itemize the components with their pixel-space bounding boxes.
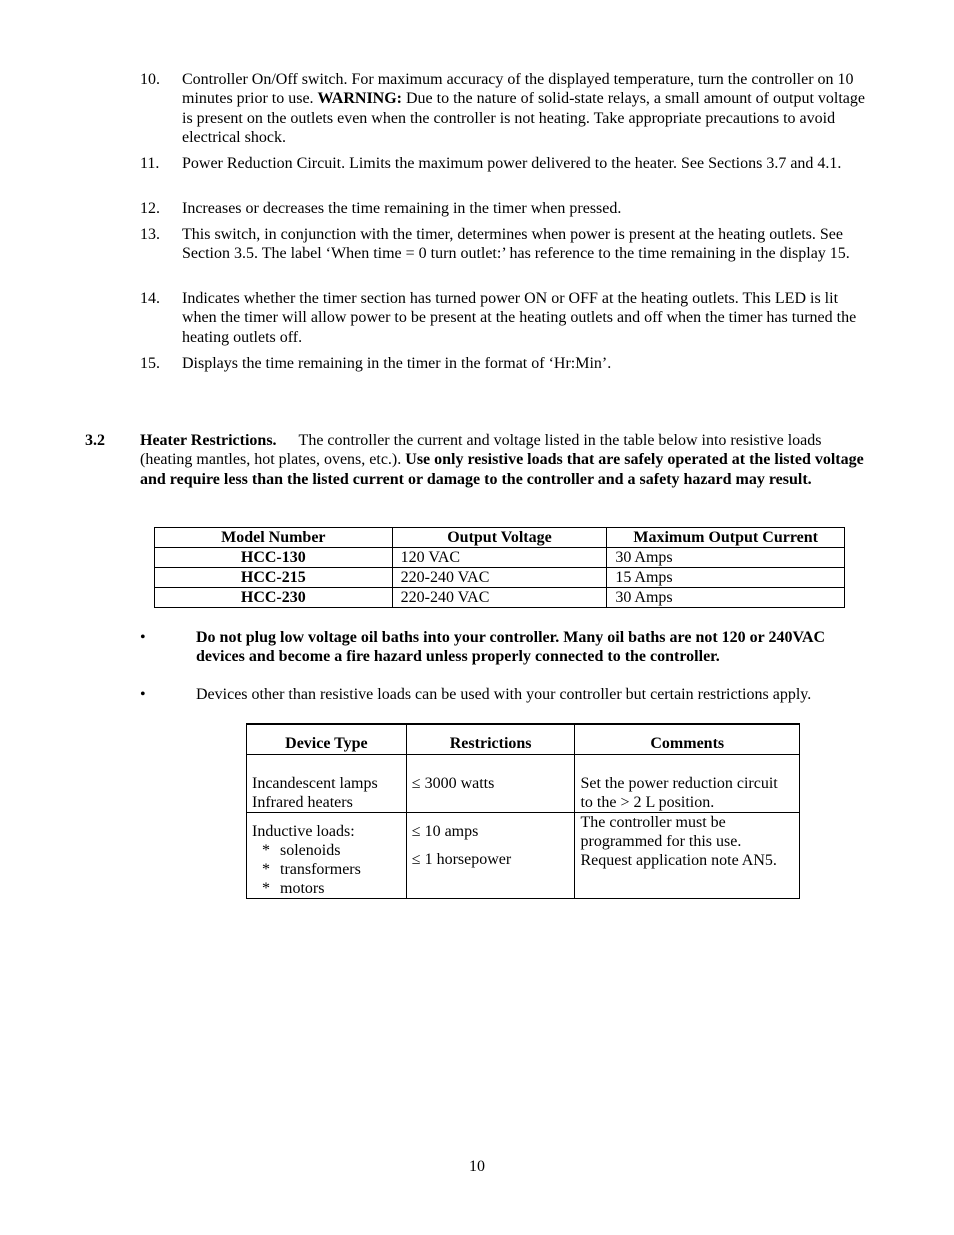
bullet-other-devices: Devices other than resistive loads can be used with your controller but certain restrictions apply.: [196, 686, 812, 703]
table-row: [247, 754, 800, 812]
list-number: 15.: [140, 355, 160, 372]
header-comments: Comments: [575, 724, 800, 754]
current-cell: 30 Amps: [607, 588, 845, 608]
device-cell: [247, 812, 407, 898]
model-cell: HCC-215: [155, 568, 393, 588]
list-number: 14.: [140, 290, 160, 307]
list-number: 10.: [140, 71, 160, 88]
list-text: Indicates whether the timer section has turned power ON or OFF at the heating outlets. This LED is lit when the timer will allow power to be present at the heating outlets and off when the timer has turned the heating outlets off.: [182, 290, 857, 346]
page-number: 10: [469, 1158, 485, 1175]
sub-item: [252, 860, 401, 879]
restriction-cell: [406, 754, 575, 812]
model-cell: HCC-230: [155, 588, 393, 608]
header-max-current: Maximum Output Current: [607, 528, 845, 548]
comment-line: Request application note AN5.: [580, 851, 777, 869]
comment-line: to the > 2 L position.: [580, 793, 715, 811]
list-text: Increases or decreases the time remaining in the timer when pressed.: [182, 200, 622, 217]
header-model-number: Model Number: [155, 528, 393, 548]
section-body: [140, 431, 875, 489]
comment-line: Set the power reduction circuit: [580, 774, 778, 792]
bullet-star: *: [262, 860, 270, 878]
voltage-cell: 120 VAC: [392, 548, 607, 568]
current-cell: 15 Amps: [607, 568, 845, 588]
restriction-cell: [406, 812, 575, 898]
table-header-row: [247, 724, 800, 754]
table-row: [247, 812, 800, 898]
device-table: [246, 723, 800, 899]
device-line: Infrared heaters: [252, 793, 353, 811]
table-row: [155, 568, 845, 588]
list-text-part: Due to the nature of solid-state relays, a small amount of output voltage is present on the outlets even when the controller is not heating. Take appropriate precautions to avoid electrical shock.: [182, 90, 865, 147]
bullet-symbol: •: [140, 629, 146, 646]
comment-cell: [575, 812, 800, 898]
list-text: Power Reduction Circuit. Limits the maximum power delivered to the heater. See Sections 3.7 and 4.1.: [182, 155, 842, 172]
bullet-star: *: [262, 841, 270, 859]
list-number: 13.: [140, 226, 160, 243]
table-row: [155, 588, 845, 608]
header-restrictions: Restrictions: [406, 724, 575, 754]
section-title: Heater Restrictions.: [140, 432, 277, 449]
bullet-oil-bath-warning: Do not plug low voltage oil baths into your controller. Many oil baths are not 120 or 240VAC devices and become a fire hazard unless properly connected to the controller.: [196, 629, 826, 666]
restriction-line: ≤ 1 horsepower: [411, 850, 512, 868]
table-row: [155, 548, 845, 568]
header-device-type: Device Type: [247, 724, 407, 754]
sub-item: [252, 841, 401, 860]
current-cell: 30 Amps: [607, 548, 845, 568]
comment-line: The controller must be: [580, 813, 726, 831]
device-line: Incandescent lamps: [252, 774, 378, 792]
voltage-cell: 220-240 VAC: [392, 568, 607, 588]
section-intro: The controller the current and voltage listed in the table below into resistive loads (heating mantles, hot plates, ovens, etc.).: [140, 432, 822, 469]
sub-item-label: transformers: [280, 860, 361, 878]
bullet-star: *: [262, 879, 270, 897]
warning-label: WARNING:: [317, 90, 402, 108]
list-text: Displays the time remaining in the timer in the format of ‘Hr:Min’.: [182, 355, 612, 372]
list-number: 12.: [140, 200, 160, 217]
section-number: 3.2: [85, 432, 105, 449]
table-header-row: [155, 528, 845, 548]
section-warning: Use only resistive loads that are safely operated at the listed voltage and require less than the listed current or damage to the controller and a safety hazard may result.: [140, 451, 864, 488]
restriction-line: ≤ 3000 watts: [411, 774, 495, 792]
sub-item-label: solenoids: [280, 841, 341, 859]
sub-item: [252, 879, 401, 898]
model-cell: HCC-130: [155, 548, 393, 568]
device-line: Inductive loads:: [252, 822, 355, 840]
bullet-symbol: •: [140, 686, 146, 703]
list-text: [182, 70, 872, 148]
comment-line: programmed for this use.: [580, 832, 742, 850]
device-cell: [247, 754, 407, 812]
sub-item-label: motors: [280, 879, 325, 897]
model-table: [154, 527, 845, 608]
header-output-voltage: Output Voltage: [392, 528, 607, 548]
list-text-part: Controller On/Off switch. For maximum accuracy of the displayed temperature, turn the controller on 10 minutes prior to use.: [182, 71, 854, 108]
comment-cell: [575, 754, 800, 812]
restriction-line: ≤ 10 amps: [411, 822, 479, 840]
list-text: This switch, in conjunction with the timer, determines when power is present at the heating outlets. See Section 3.5. The label ‘When time = 0 turn outlet:’ has reference to the time remaining in the display 15.: [182, 226, 850, 263]
list-number: 11.: [140, 155, 160, 172]
voltage-cell: 220-240 VAC: [392, 588, 607, 608]
